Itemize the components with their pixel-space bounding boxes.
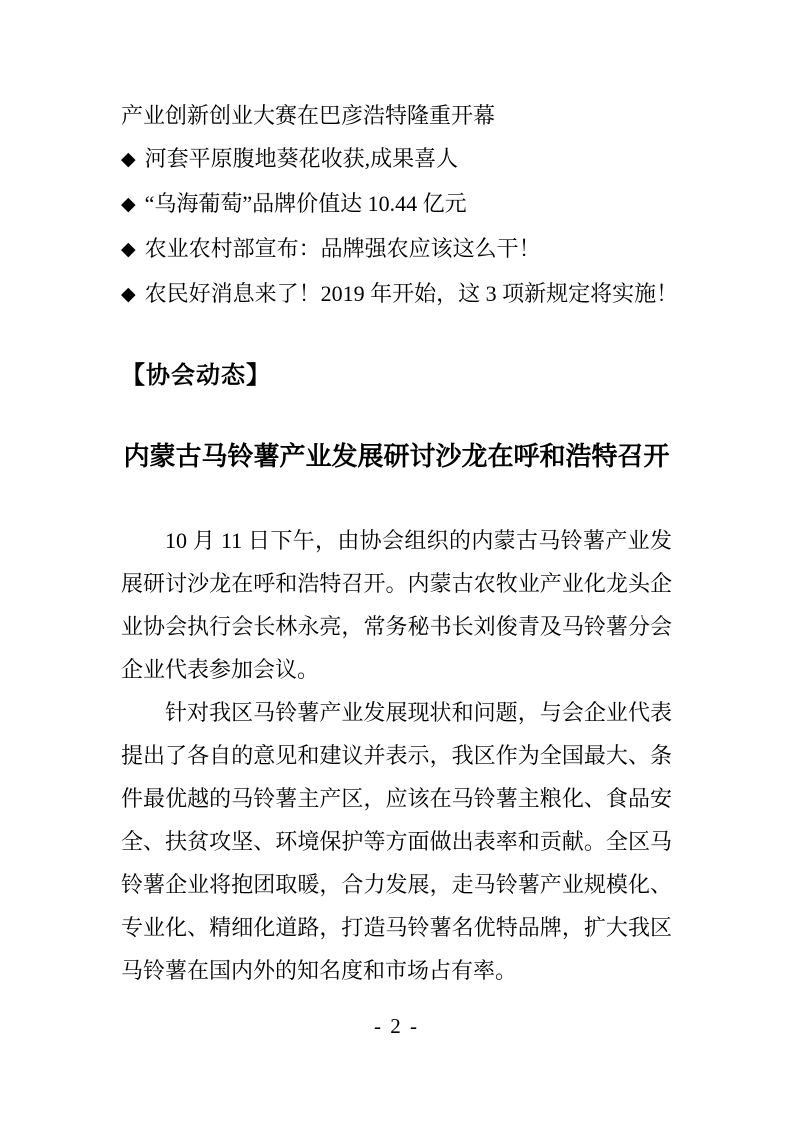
article-paragraph: 针对我区马铃薯产业发展现状和问题，与会企业代表提出了各自的意见和建议并表示，我区作为全国最大、条件最优越的马铃薯主产区，应该在马铃薯主粮化、食品安全、扶贫攻坚、环境保护等方面做出表率和贡献。全区马铃薯企业将抱团取暖，合力发展，走马铃薯产业规模化、专业化、精细化道路，打造马铃薯名优特品牌，扩大我区马铃薯在国内外的知名度和市场占有率。 bbox=[121, 700, 672, 983]
diamond-bullet-icon: ◆ bbox=[121, 284, 136, 305]
diamond-bullet-icon: ◆ bbox=[121, 194, 136, 215]
headline-item-text: 农民好消息来了！2019 年开始，这 3 项新规定将实施！ bbox=[144, 281, 679, 306]
headline-item bbox=[121, 227, 672, 272]
headline-item-text: “乌海葡萄”品牌价值达 10.44 亿元 bbox=[144, 191, 467, 216]
headline-list bbox=[121, 94, 679, 317]
page-number: - 2 - bbox=[374, 1014, 419, 1038]
headline-item-text: 农业农村部宣布：品牌强农应该这么干！ bbox=[144, 236, 541, 261]
diamond-bullet-icon: ◆ bbox=[121, 239, 136, 260]
headline-item bbox=[121, 182, 672, 227]
article-body bbox=[121, 519, 672, 992]
headline-item-text: 河套平原腹地葵花收获,成果喜人 bbox=[144, 146, 459, 171]
article-paragraph: 10 月 11 日下午，由协会组织的内蒙古马铃薯产业发展研讨沙龙在呼和浩特召开。内蒙古农牧业产业化龙头企业协会执行会长林永亮，常务秘书长刘俊青及马铃薯分会企业代表参加会议。 bbox=[121, 528, 672, 682]
headline-item bbox=[121, 137, 672, 182]
page-content bbox=[121, 0, 679, 992]
headline-continuation-line: 产业创新创业大赛在巴彦浩特隆重开幕 bbox=[121, 103, 496, 128]
section-header-association-news: 【协会动态】 bbox=[121, 362, 271, 389]
headline-item bbox=[121, 272, 679, 317]
article-title: 内蒙古马铃薯产业发展研讨沙龙在呼和浩特召开 bbox=[123, 442, 670, 471]
diamond-bullet-icon: ◆ bbox=[121, 149, 136, 170]
